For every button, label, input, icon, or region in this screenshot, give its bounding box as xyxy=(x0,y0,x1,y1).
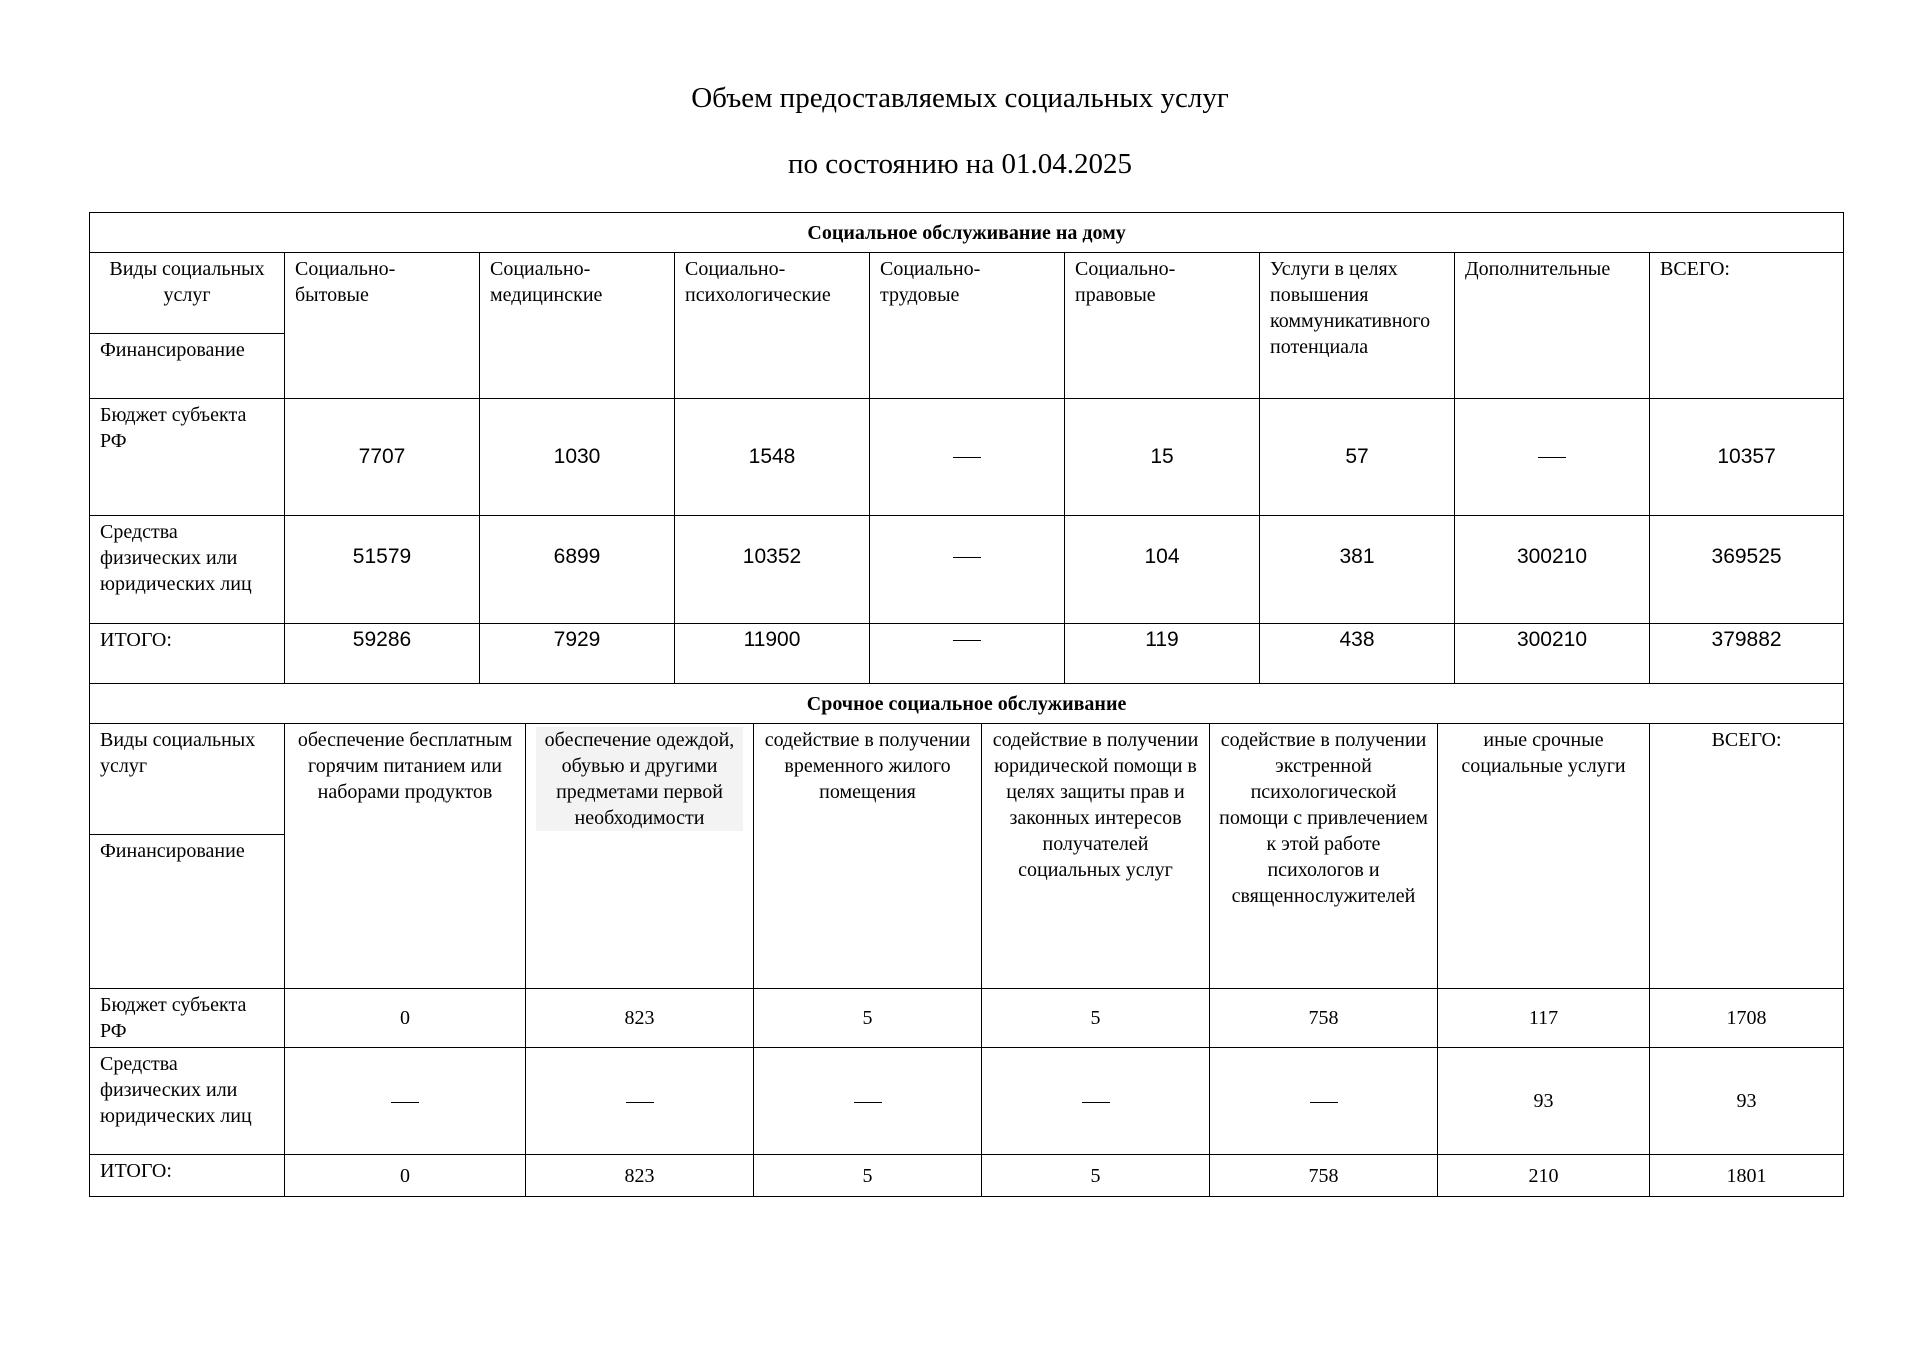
table-row xyxy=(90,1048,1844,1155)
table-cell: 5 xyxy=(982,1155,1210,1197)
table-cell xyxy=(526,1048,754,1155)
row-label: Средства физических или юридических лиц xyxy=(90,1048,285,1155)
table-cell: 104 xyxy=(1065,516,1260,624)
table-cell: 1801 xyxy=(1650,1155,1844,1197)
table-row xyxy=(90,1155,1844,1197)
table-cell xyxy=(870,516,1065,624)
no-data-dash xyxy=(1538,457,1566,458)
no-data-dash xyxy=(1082,1102,1110,1103)
table-cell: 438 xyxy=(1260,624,1455,684)
no-data-dash xyxy=(391,1102,419,1103)
home-col-header: Социально-бытовые xyxy=(285,253,480,399)
table-row xyxy=(90,989,1844,1048)
table-cell: 15 xyxy=(1065,399,1260,516)
table-cell: 758 xyxy=(1210,1155,1438,1197)
urgent-col-header: обеспечение бесплатным горячим питанием или наборами продуктов xyxy=(285,724,526,989)
table-cell: 5 xyxy=(982,989,1210,1048)
urgent-header-financing: Финансирование xyxy=(100,840,245,862)
urgent-col-header: содействие в получении экстренной психологической помощи с привлечением к этой работе психологов и священнослужителей xyxy=(1210,724,1438,989)
table-cell: 300210 xyxy=(1455,624,1650,684)
table-cell xyxy=(870,399,1065,516)
table-cell: 1708 xyxy=(1650,989,1844,1048)
table-cell xyxy=(982,1048,1210,1155)
table-cell: 0 xyxy=(285,1155,526,1197)
no-data-dash xyxy=(953,457,981,458)
table-cell xyxy=(1455,399,1650,516)
table-row xyxy=(90,399,1844,516)
row-label: Бюджет субъекта РФ xyxy=(90,399,285,516)
home-header-corner xyxy=(90,253,285,399)
urgent-header-types: Виды социальных услуг xyxy=(90,724,284,835)
home-header-financing: Финансирование xyxy=(100,339,245,361)
home-col-header: Социально-психологические xyxy=(675,253,870,399)
table-cell xyxy=(754,1048,982,1155)
urgent-col-header-text: обеспечение одеждой, обувью и другими предметами первой необходимости xyxy=(536,727,743,831)
urgent-col-header xyxy=(526,724,754,989)
table-cell: 823 xyxy=(526,1155,754,1197)
row-label: ИТОГО: xyxy=(90,624,285,684)
urgent-header-corner xyxy=(90,724,285,989)
table-cell: 381 xyxy=(1260,516,1455,624)
table-cell: 117 xyxy=(1438,989,1650,1048)
table-cell: 5 xyxy=(754,1155,982,1197)
home-col-header: Услуги в целях повышения коммуникативного потенциала xyxy=(1260,253,1455,399)
table-cell: 93 xyxy=(1650,1048,1844,1155)
table-cell: 10352 xyxy=(675,516,870,624)
home-service-table xyxy=(89,212,1844,684)
table-cell: 7929 xyxy=(480,624,675,684)
table-cell: 51579 xyxy=(285,516,480,624)
table-cell: 59286 xyxy=(285,624,480,684)
urgent-col-header: ВСЕГО: xyxy=(1650,724,1844,989)
row-label: Бюджет субъекта РФ xyxy=(90,989,285,1048)
table-cell: 210 xyxy=(1438,1155,1650,1197)
no-data-dash xyxy=(953,557,981,558)
table-cell: 1030 xyxy=(480,399,675,516)
home-header-types: Виды социальных услуг xyxy=(90,253,284,334)
table-cell: 379882 xyxy=(1650,624,1844,684)
urgent-col-header: иные срочные социальные услуги xyxy=(1438,724,1650,989)
table-cell: 6899 xyxy=(480,516,675,624)
home-col-header: ВСЕГО: xyxy=(1650,253,1844,399)
no-data-dash xyxy=(626,1102,654,1103)
table-cell xyxy=(870,624,1065,684)
table-cell: 1548 xyxy=(675,399,870,516)
no-data-dash xyxy=(1310,1102,1338,1103)
table-cell: 119 xyxy=(1065,624,1260,684)
home-col-header: Социально-медицинские xyxy=(480,253,675,399)
table-cell: 93 xyxy=(1438,1048,1650,1155)
no-data-dash xyxy=(854,1102,882,1103)
table-cell xyxy=(285,1048,526,1155)
table-cell: 369525 xyxy=(1650,516,1844,624)
table-cell: 758 xyxy=(1210,989,1438,1048)
urgent-service-section-title: Срочное социальное обслуживание xyxy=(90,684,1844,724)
table-cell: 7707 xyxy=(285,399,480,516)
table-cell: 57 xyxy=(1260,399,1455,516)
table-cell: 300210 xyxy=(1455,516,1650,624)
row-label: ИТОГО: xyxy=(90,1155,285,1197)
table-cell: 5 xyxy=(754,989,982,1048)
urgent-col-header: содействие в получении временного жилого помещения xyxy=(754,724,982,989)
table-cell: 10357 xyxy=(1650,399,1844,516)
home-col-header: Социально-трудовые xyxy=(870,253,1065,399)
home-col-header: Дополнительные xyxy=(1455,253,1650,399)
table-cell: 11900 xyxy=(675,624,870,684)
urgent-service-table xyxy=(89,683,1844,1197)
home-service-section-title: Социальное обслуживание на дому xyxy=(90,213,1844,253)
document-title: Объем предоставляемых социальных услуг xyxy=(691,82,1229,114)
table-row xyxy=(90,624,1844,684)
document-subtitle: по состоянию на 01.04.2025 xyxy=(788,148,1132,180)
table-cell xyxy=(1210,1048,1438,1155)
table-cell: 823 xyxy=(526,989,754,1048)
table-row xyxy=(90,516,1844,624)
no-data-dash xyxy=(953,640,981,641)
home-col-header: Социально-правовые xyxy=(1065,253,1260,399)
urgent-col-header: содействие в получении юридической помощи в целях защиты прав и законных интересов получателей социальных услуг xyxy=(982,724,1210,989)
row-label: Средства физических или юридических лиц xyxy=(90,516,285,624)
table-cell: 0 xyxy=(285,989,526,1048)
